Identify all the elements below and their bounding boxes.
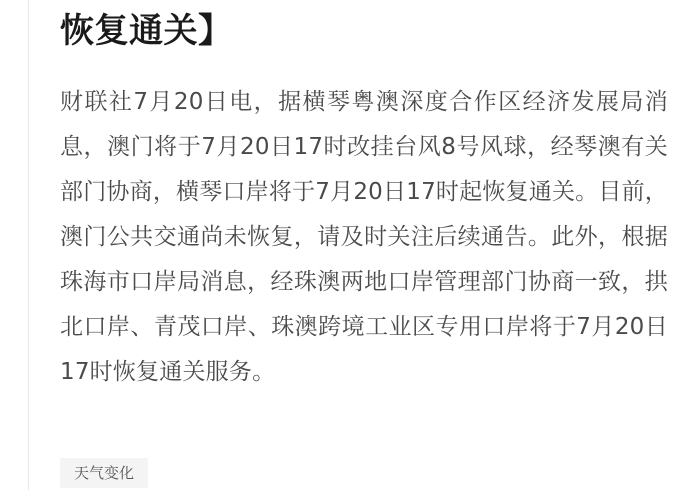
- article-body-text: 财联社7月20日电，据横琴粤澳深度合作区经济发展局消息，澳门将于7月20日17时改挂台风8号风球，经琴澳有关部门协商，横琴口岸将于7月20日17时起恢复通关。目前，澳门公共交通尚未恢复，请及时关注后续通告。此外，根据珠海市口岸局消息，经珠澳两地口岸管理部门协商一致，拱北口岸、青茂口岸、珠澳跨境工业区专用口岸将于7月20日17时恢复通关服务。: [60, 89, 668, 385]
- left-gutter-divider: [28, 0, 29, 490]
- tag-list: [60, 458, 148, 488]
- article-content: [60, 0, 668, 395]
- tag-item[interactable]: 天气变化: [60, 458, 148, 488]
- page-title: 恢复通关】: [60, 11, 233, 51]
